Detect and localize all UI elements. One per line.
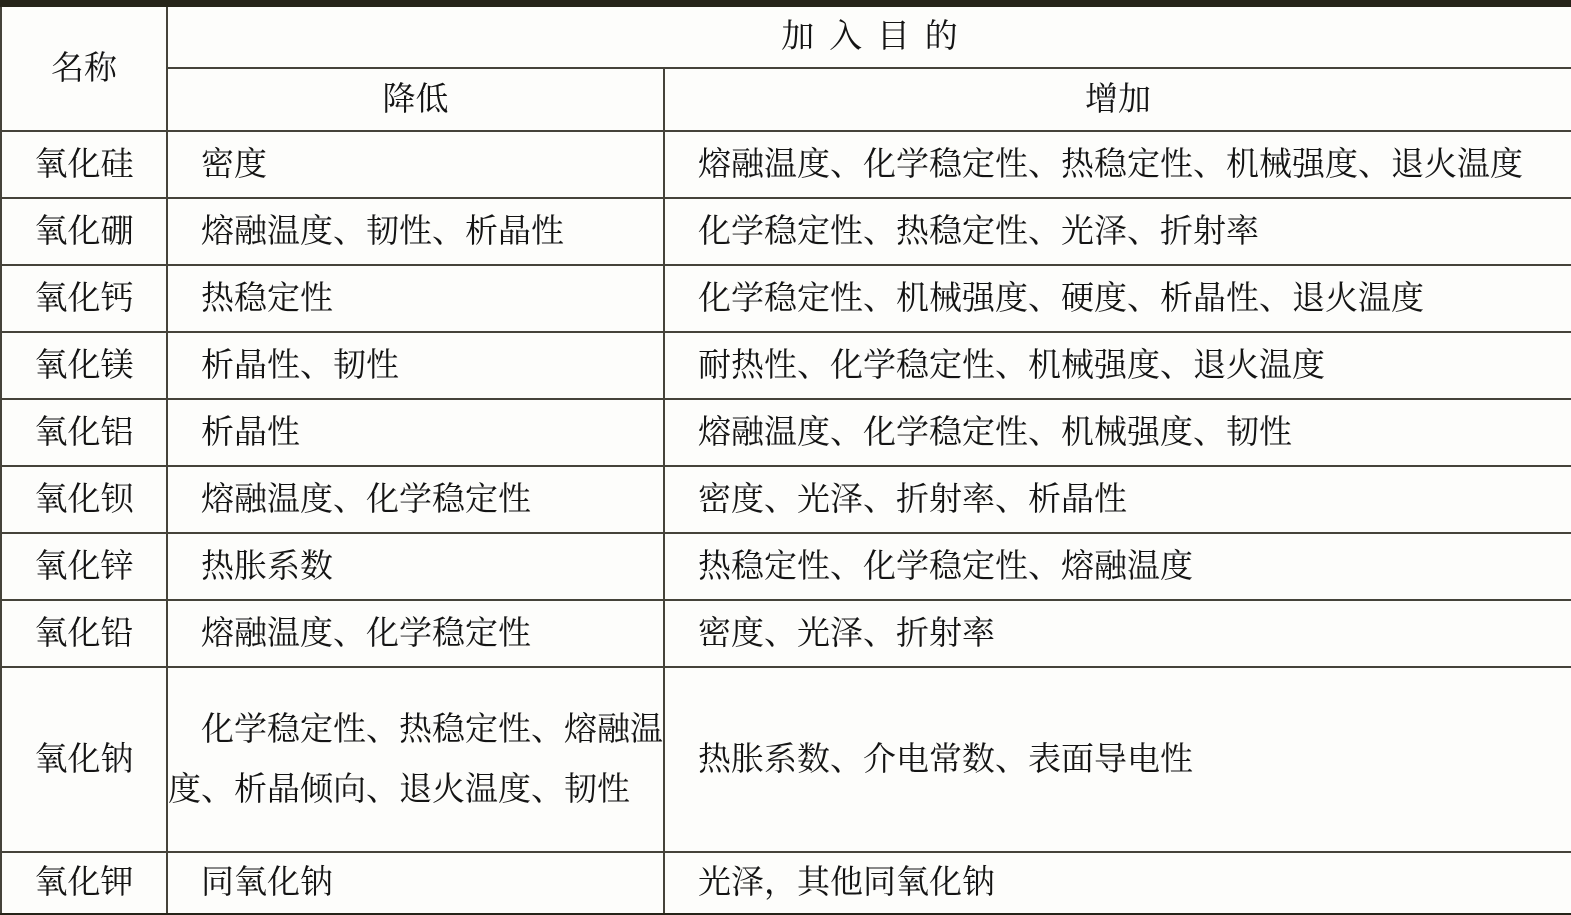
table-row: [1, 265, 1571, 332]
table-row: [1, 332, 1571, 399]
increase-cell: 化学稳定性、热稳定性、光泽、折射率: [664, 198, 1571, 265]
increase-cell: 热稳定性、化学稳定性、熔融温度: [664, 533, 1571, 600]
decrease-cell: 密度: [167, 131, 664, 198]
decrease-cell: 同氧化钠: [167, 852, 664, 915]
decrease-cell: 析晶性: [167, 399, 664, 466]
name-cell: 氧化硅: [1, 131, 167, 198]
column-header-decrease: 降低: [167, 68, 664, 131]
name-cell: 氧化钡: [1, 466, 167, 533]
increase-cell: 光泽，其他同氧化钠: [664, 852, 1571, 915]
increase-cell: 熔融温度、化学稳定性、机械强度、韧性: [664, 399, 1571, 466]
table-body: [1, 131, 1571, 915]
name-cell: 氧化镁: [1, 332, 167, 399]
table-row: [1, 600, 1571, 667]
table-row: [1, 852, 1571, 915]
name-cell: 氧化锌: [1, 533, 167, 600]
decrease-cell: 热胀系数: [167, 533, 664, 600]
table-row: [1, 533, 1571, 600]
increase-cell: 熔融温度、化学稳定性、热稳定性、机械强度、退火温度: [664, 131, 1571, 198]
name-cell: 氧化硼: [1, 198, 167, 265]
header-row-purpose: [1, 4, 1571, 69]
name-cell: 氧化钠: [1, 667, 167, 852]
column-header-purpose: 加入目的: [167, 4, 1571, 69]
increase-cell: 热胀系数、介电常数、表面导电性: [664, 667, 1571, 852]
increase-cell: 化学稳定性、机械强度、硬度、析晶性、退火温度: [664, 265, 1571, 332]
decrease-cell: 热稳定性: [167, 265, 664, 332]
name-cell: 氧化钙: [1, 265, 167, 332]
table-row: [1, 667, 1571, 852]
decrease-cell: 熔融温度、化学稳定性: [167, 466, 664, 533]
decrease-cell: 熔融温度、韧性、析晶性: [167, 198, 664, 265]
table-header: [1, 4, 1571, 132]
table-row: [1, 198, 1571, 265]
decrease-cell: 化学稳定性、热稳定性、熔融温度、析晶倾向、退火温度、韧性: [167, 667, 664, 852]
header-row-subcolumns: [1, 68, 1571, 131]
table-row: [1, 466, 1571, 533]
increase-cell: 密度、光泽、折射率、析晶性: [664, 466, 1571, 533]
increase-cell: 耐热性、化学稳定性、机械强度、退火温度: [664, 332, 1571, 399]
table-row: [1, 399, 1571, 466]
decrease-cell: 析晶性、韧性: [167, 332, 664, 399]
increase-cell: 密度、光泽、折射率: [664, 600, 1571, 667]
name-cell: 氧化铅: [1, 600, 167, 667]
name-cell: 氧化钾: [1, 852, 167, 915]
name-cell: 氧化铝: [1, 399, 167, 466]
column-header-name: 名称: [1, 4, 167, 132]
table-row: [1, 131, 1571, 198]
decrease-cell: 熔融温度、化学稳定性: [167, 600, 664, 667]
column-header-increase: 增加: [664, 68, 1571, 131]
